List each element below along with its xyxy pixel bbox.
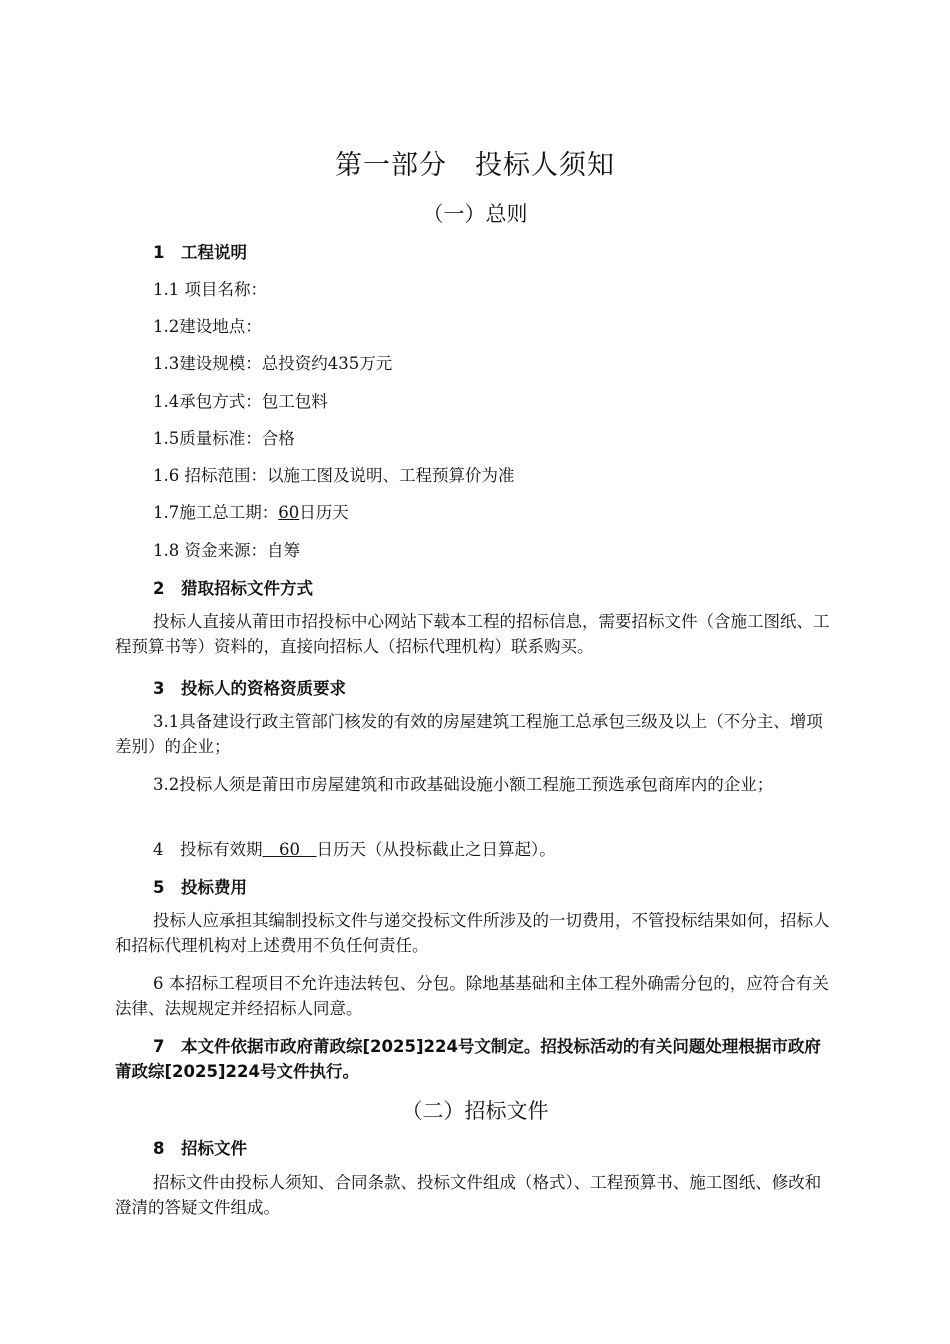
heading-qualification: 3 投标人的资格资质要求	[153, 679, 346, 698]
item-funding: 1.8 资金来源：自筹	[153, 541, 300, 560]
item-contract-mode: 1.4承包方式：包工包料	[153, 392, 328, 411]
heading-bid-costs: 5 投标费用	[153, 878, 247, 897]
item-duration	[153, 499, 349, 523]
item-duration-days: 60	[278, 503, 300, 522]
heading-obtain-documents: 2 猎取招标文件方式	[153, 579, 313, 598]
heading-tender-documents: 8 招标文件	[153, 1139, 247, 1158]
paragraph-regulation-basis: 7 本文件依据市政府莆政综[2025]224号文制定。招投标活动的有关问题处理根据市政府莆政综[2025]224号文件执行。	[115, 1037, 821, 1081]
item-scope: 1.6 招标范围：以施工图及说明、工程预算价为准	[153, 466, 515, 485]
item-quality: 1.5质量标准：合格	[153, 429, 295, 448]
item-duration-prefix: 1.7施工总工期：	[153, 503, 279, 522]
item-duration-suffix: 日历天	[299, 503, 349, 522]
item-validity-suffix: 日历天（从投标截止之日算起）。	[316, 840, 556, 859]
heading-project-description: 1 工程说明	[153, 243, 247, 262]
paragraph-qualification-1: 3.1具备建设行政主管部门核发的有效的房屋建筑工程施工总承包三级及以上（不分主、增项差别）的企业；	[115, 712, 823, 756]
paragraph-qualification-2: 3.2投标人须是莆田市房屋建筑和市政基础设施小额工程施工预选承包商库内的企业；	[153, 775, 774, 794]
item-location: 1.2建设地点：	[153, 317, 262, 336]
paragraph-tender-documents: 招标文件由投标人须知、合同条款、投标文件组成（格式）、工程预算书、施工图纸、修改和澄清的答疑文件组成。	[115, 1173, 822, 1217]
item-validity	[153, 836, 556, 860]
document-title: 第一部分 投标人须知	[335, 150, 615, 181]
item-scale: 1.3建设规模：总投资约435万元	[153, 354, 393, 373]
section-heading-general: （一）总则	[422, 202, 528, 226]
section-heading-tender-documents: （二）招标文件	[401, 1099, 549, 1123]
paragraph-bid-costs: 投标人应承担其编制投标文件与递交投标文件所涉及的一切费用，不管投标结果如何，招标人和招标代理机构对上述费用不负任何责任。	[115, 911, 830, 955]
item-validity-prefix: 4 投标有效期	[153, 840, 263, 859]
paragraph-subcontract: 6 本招标工程项目不允许违法转包、分包。除地基基础和主体工程外确需分包的，应符合有关法律、法规规定并经招标人同意。	[115, 974, 829, 1018]
paragraph-obtain-documents: 投标人直接从莆田市招投标中心网站下载本工程的招标信息，需要招标文件（含施工图纸、工程预算书等）资料的，直接向招标人（招标代理机构）联系购买。	[115, 612, 830, 656]
item-validity-days: 60	[262, 840, 317, 859]
item-project-name: 1.1 项目名称：	[153, 280, 267, 299]
